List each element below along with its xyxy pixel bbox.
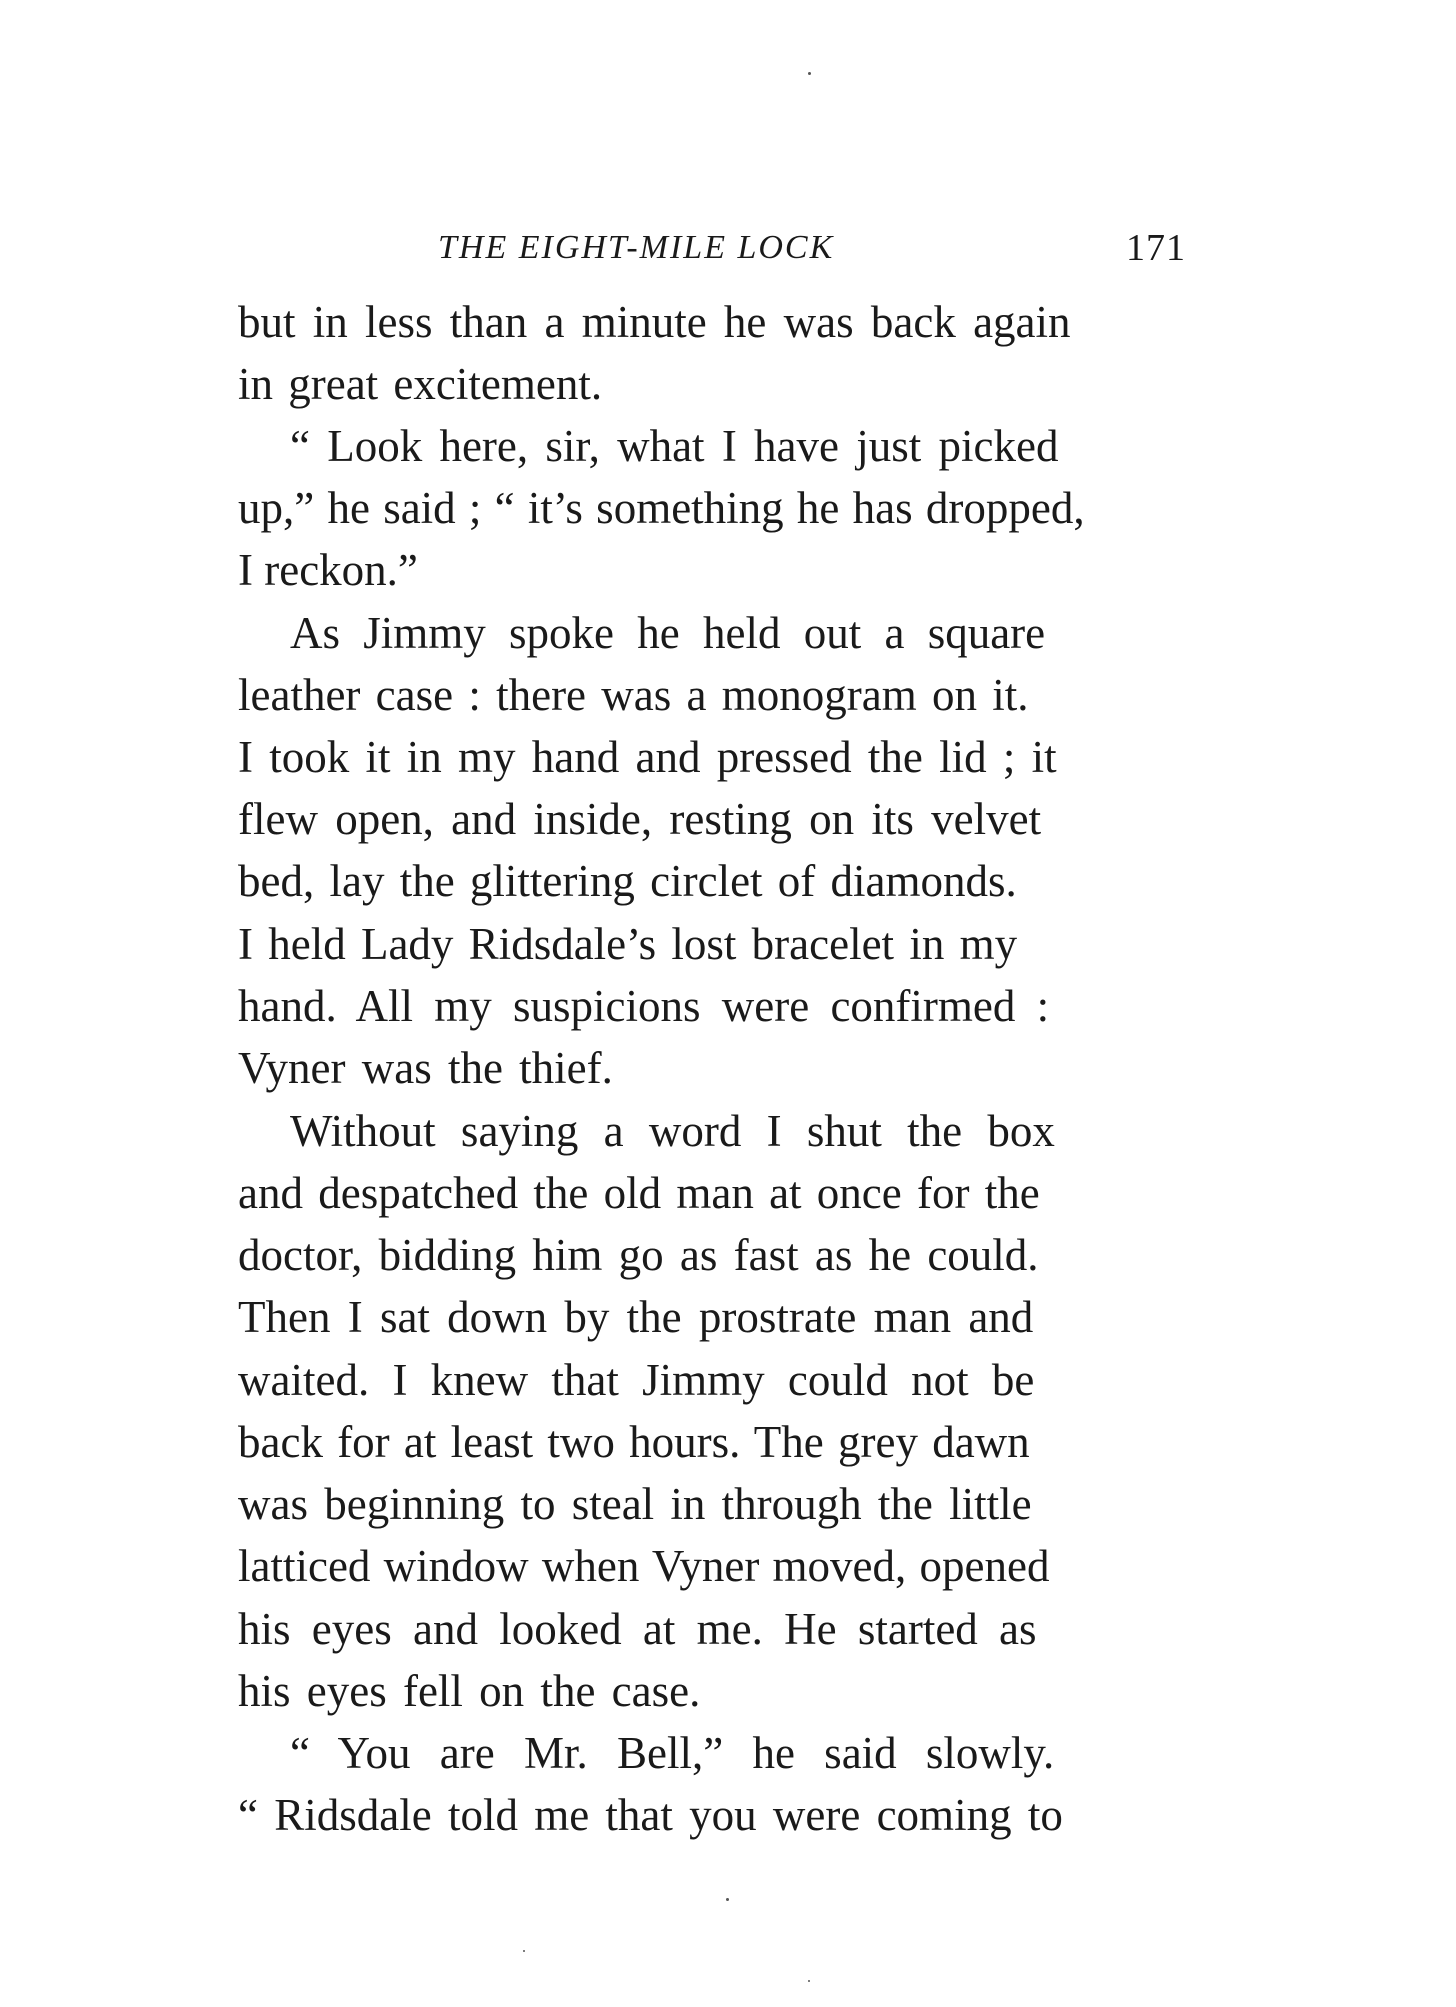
text-line: his eyes and looked at me. He started as [238,1604,1037,1654]
text-line: bed, lay the glittering circlet of diamonds. [238,856,1017,906]
running-head [238,218,1186,278]
text-line: I held Lady Ridsdale’s lost bracelet in my [238,919,1018,969]
text-line: was beginning to steal in through the little [238,1479,1032,1529]
text-line: flew open, and inside, resting on its velvet [238,794,1042,844]
text-line: I reckon.” [238,545,418,595]
text-line: leather case : there was a monogram on it. [238,670,1029,720]
text-line: I took it in my hand and pressed the lid ; it [238,732,1057,782]
text-line: “ Look here, sir, what I have just picked [290,421,1059,471]
text-line: “ Ridsdale told me that you were coming to [238,1790,1063,1840]
text-line: in great excitement. [238,359,603,409]
paper-speck [808,1980,810,1982]
text-line: As Jimmy spoke he held out a square [290,608,1046,658]
text-line: Vyner was the thief. [238,1043,613,1093]
text-line: waited. I knew that Jimmy could not be [238,1355,1035,1405]
text-line: Without saying a word I shut the box [290,1106,1055,1156]
page-number: 171 [1126,227,1186,269]
text-line: and despatched the old man at once for the [238,1168,1040,1218]
text-line: up,” he said ; “ it’s something he has dropped, [238,483,1085,533]
paper-speck [523,1950,525,1952]
text-line: doctor, bidding him go as fast as he could. [238,1230,1039,1280]
paper-speck [726,1898,729,1901]
text-line: Then I sat down by the prostrate man and [238,1292,1034,1342]
text-line: back for at least two hours. The grey dawn [238,1417,1030,1467]
text-line: hand. All my suspicions were confirmed : [238,981,1050,1031]
text-line: but in less than a minute he was back again [238,297,1071,347]
paper-speck [808,72,811,75]
running-title: THE EIGHT-MILE LOCK [438,229,835,266]
text-line: latticed window when Vyner moved, opened [238,1541,1050,1591]
text-line: “ You are Mr. Bell,” he said slowly. [290,1728,1055,1778]
text-line: his eyes fell on the case. [238,1666,701,1716]
